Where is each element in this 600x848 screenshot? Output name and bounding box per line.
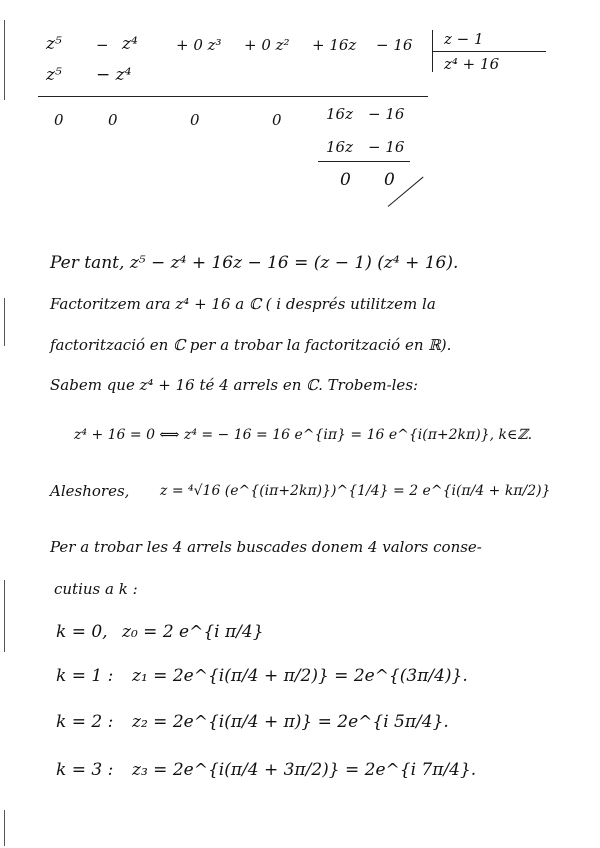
divisor: z − 1 <box>444 30 484 48</box>
margin-mark-top <box>4 20 5 100</box>
subtract1-term-1: − z⁴ <box>96 65 132 85</box>
quotient: z⁴ + 16 <box>444 55 500 73</box>
margin-mark-bottom <box>4 810 5 846</box>
equation-label-aleshores: Aleshores, <box>50 482 130 500</box>
root-z2: z₂ = 2e^{i(π/4 + π)} = 2e^{i 5π/4}. <box>132 712 449 732</box>
dividend-term-4: + 0 z² <box>244 36 290 54</box>
remainder1-term-0: 0 <box>54 111 64 129</box>
margin-mark-lower <box>4 580 5 652</box>
root-z0: z₀ = 2 e^{i π/4} <box>122 622 264 642</box>
remainder1-term-4: 16z <box>326 105 353 123</box>
equation-polar-form: z⁴ + 16 = 0 ⟺ z⁴ = − 16 = 16 e^{iπ} = 16 e^{i(π+2kπ)}, k∈ℤ. <box>74 427 533 443</box>
remainder1-term-2: 0 <box>190 111 200 129</box>
root-z3: z₃ = 2e^{i(π/4 + 3π/2)} = 2e^{i 7π/4}. <box>132 760 477 780</box>
factorization-result: Per tant, z⁵ − z⁴ + 16z − 16 = (z − 1) (z⁴ + 16). <box>50 253 459 273</box>
subtract2-term-0: 16z <box>326 138 353 156</box>
remainder1-term-3: 0 <box>272 111 282 129</box>
remainder1-term-5: − 16 <box>368 105 405 123</box>
root-k3-label: k = 3 : <box>56 760 114 780</box>
remainder2-term-0: 0 <box>340 170 351 190</box>
root-k0-label: k = 0, <box>56 622 108 642</box>
dividend-term-5: + 16z <box>312 36 357 54</box>
text-line-consecutive-values: Per a trobar les 4 arrels buscades donem 4 valors conse- <box>50 538 482 556</box>
division-rule-2 <box>318 161 410 162</box>
root-z1: z₁ = 2e^{i(π/4 + π/2)} = 2e^{(3π/4)}. <box>132 666 468 686</box>
text-line-factor-in-c: Factoritzem ara z⁴ + 16 a ℂ ( i després utilitzem la <box>50 295 436 313</box>
dividend-term-3: + 0 z³ <box>176 36 222 54</box>
division-bar-horizontal <box>432 51 546 52</box>
division-rule-1 <box>38 96 428 97</box>
dividend-term-1: − <box>96 36 109 54</box>
remainder1-term-1: 0 <box>108 111 118 129</box>
text-line-cutius: cutius a k : <box>54 580 138 598</box>
dividend-term-0: z⁵ <box>46 34 62 54</box>
text-line-factor-in-r: factorització en ℂ per a trobar la factorització en ℝ). <box>50 336 452 354</box>
text-line-four-roots: Sabem que z⁴ + 16 té 4 arrels en ℂ. Trobem-les: <box>50 376 419 394</box>
root-k2-label: k = 2 : <box>56 712 114 732</box>
dividend-term-2: z⁴ <box>122 34 138 54</box>
subtract1-term-0: z⁵ <box>46 65 62 85</box>
equation-roots-general: z = ⁴√16 (e^{(iπ+2kπ)})^{1/4} = 2 e^{i(π/4 + kπ/2)} <box>160 483 551 499</box>
root-k1-label: k = 1 : <box>56 666 114 686</box>
subtract2-term-1: − 16 <box>368 138 405 156</box>
margin-mark-middle <box>4 298 5 346</box>
remainder2-term-1: 0 <box>384 170 395 190</box>
dividend-term-6: − 16 <box>376 36 413 54</box>
